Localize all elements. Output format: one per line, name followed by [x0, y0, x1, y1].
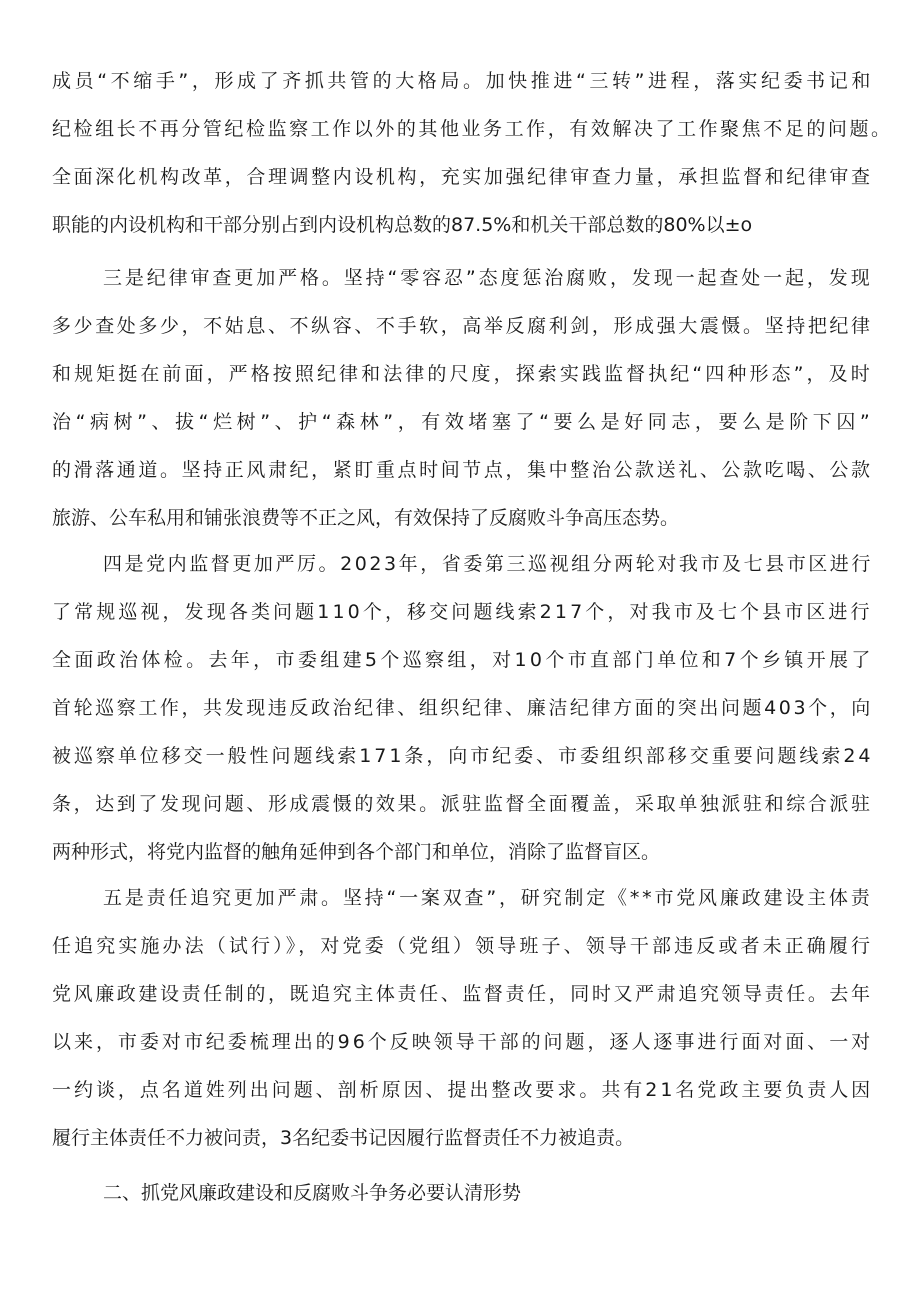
text-line: 以来，市委对市纪委梳理出的96个反映领导干部的问题，逐人逐事进行面对面、一对 [52, 1031, 874, 1053]
text-line: 履行主体责任不力被问责，3名纪委书记因履行监督责任不力被追责。 [52, 1127, 635, 1149]
text-line: 和规矩挺在前面，严格按照纪律和法律的尺度，探索实践监督执纪“四种形态”，及时 [52, 363, 873, 385]
text-line: 全面深化机构改革，合理调整内设机构，充实加强纪律审查力量，承担监督和纪律审查 [52, 166, 873, 188]
text-line: 全面政治体检。去年，市委组建5个巡察组，对10个市直部门单位和7个乡镇开展了 [52, 649, 874, 671]
section-heading: 二、抓党风廉政建设和反腐败斗争务必要认清形势 [103, 1182, 522, 1204]
text-line: 成员“不缩手”，形成了齐抓共管的大格局。加快推进“三转”进程，落实纪委书记和 [52, 70, 874, 92]
text-line: 职能的内设机构和干部分别占到内设机构总数的87.5%和机关干部总数的80%以±o [52, 214, 753, 236]
text-line: 纪检组长不再分管纪检监察工作以外的其他业务工作，有效解决了工作聚焦不足的问题。 [52, 118, 893, 140]
text-line: 治“病树”、拔“烂树”、护“森林”，有效堵塞了“要么是好同志，要么是阶下囚” [52, 411, 875, 433]
text-line: 三是纪律审查更加严格。坚持“零容忍”态度惩治腐败，发现一起查处一起，发现 [103, 267, 873, 289]
text-line: 一约谈，点名道姓列出问题、剖析原因、提出整改要求。共有21名党政主要负责人因 [52, 1079, 874, 1101]
text-line: 条，达到了发现问题、形成震慑的效果。派驻监督全面覆盖，采取单独派驻和综合派驻 [52, 793, 873, 815]
text-line: 四是党内监督更加严厉。2023年，省委第三巡视组分两轮对我市及七县市区进行 [103, 553, 873, 575]
text-line: 旅游、公车私用和铺张浪费等不正之风，有效保持了反腐败斗争高压态势。 [52, 507, 680, 529]
text-line: 了常规巡视，发现各类问题110个，移交问题线索217个，对我市及七个县市区进行 [52, 601, 873, 623]
text-line: 任追究实施办法（试行）》，对党委（党组）领导班子、领导干部违反或者未正确履行 [52, 935, 874, 957]
text-line: 党风廉政建设责任制的，既追究主体责任、监督责任，同时又严肃追究领导责任。去年 [52, 983, 873, 1005]
text-line: 首轮巡察工作，共发现违反政治纪律、组织纪律、廉洁纪律方面的突出问题403个，向 [52, 697, 873, 719]
text-line: 的滑落通道。坚持正风肃纪，紧盯重点时间节点，集中整治公款送礼、公款吃喝、公款 [52, 459, 873, 481]
text-line: 被巡察单位移交一般性问题线索171条，向市纪委、市委组织部移交重要问题线索24 [52, 745, 874, 767]
text-line: 多少查处多少，不姑息、不纵容、不手软，高举反腐利剑，形成强大震慑。坚持把纪律 [52, 315, 873, 337]
text-line: 两种形式，将党内监督的触角延伸到各个部门和单位，消除了监督盲区。 [52, 841, 661, 863]
text-line: 五是责任追究更加严肃。坚持“一案双查”，研究制定《**市党风廉政建设主体责 [103, 887, 873, 909]
